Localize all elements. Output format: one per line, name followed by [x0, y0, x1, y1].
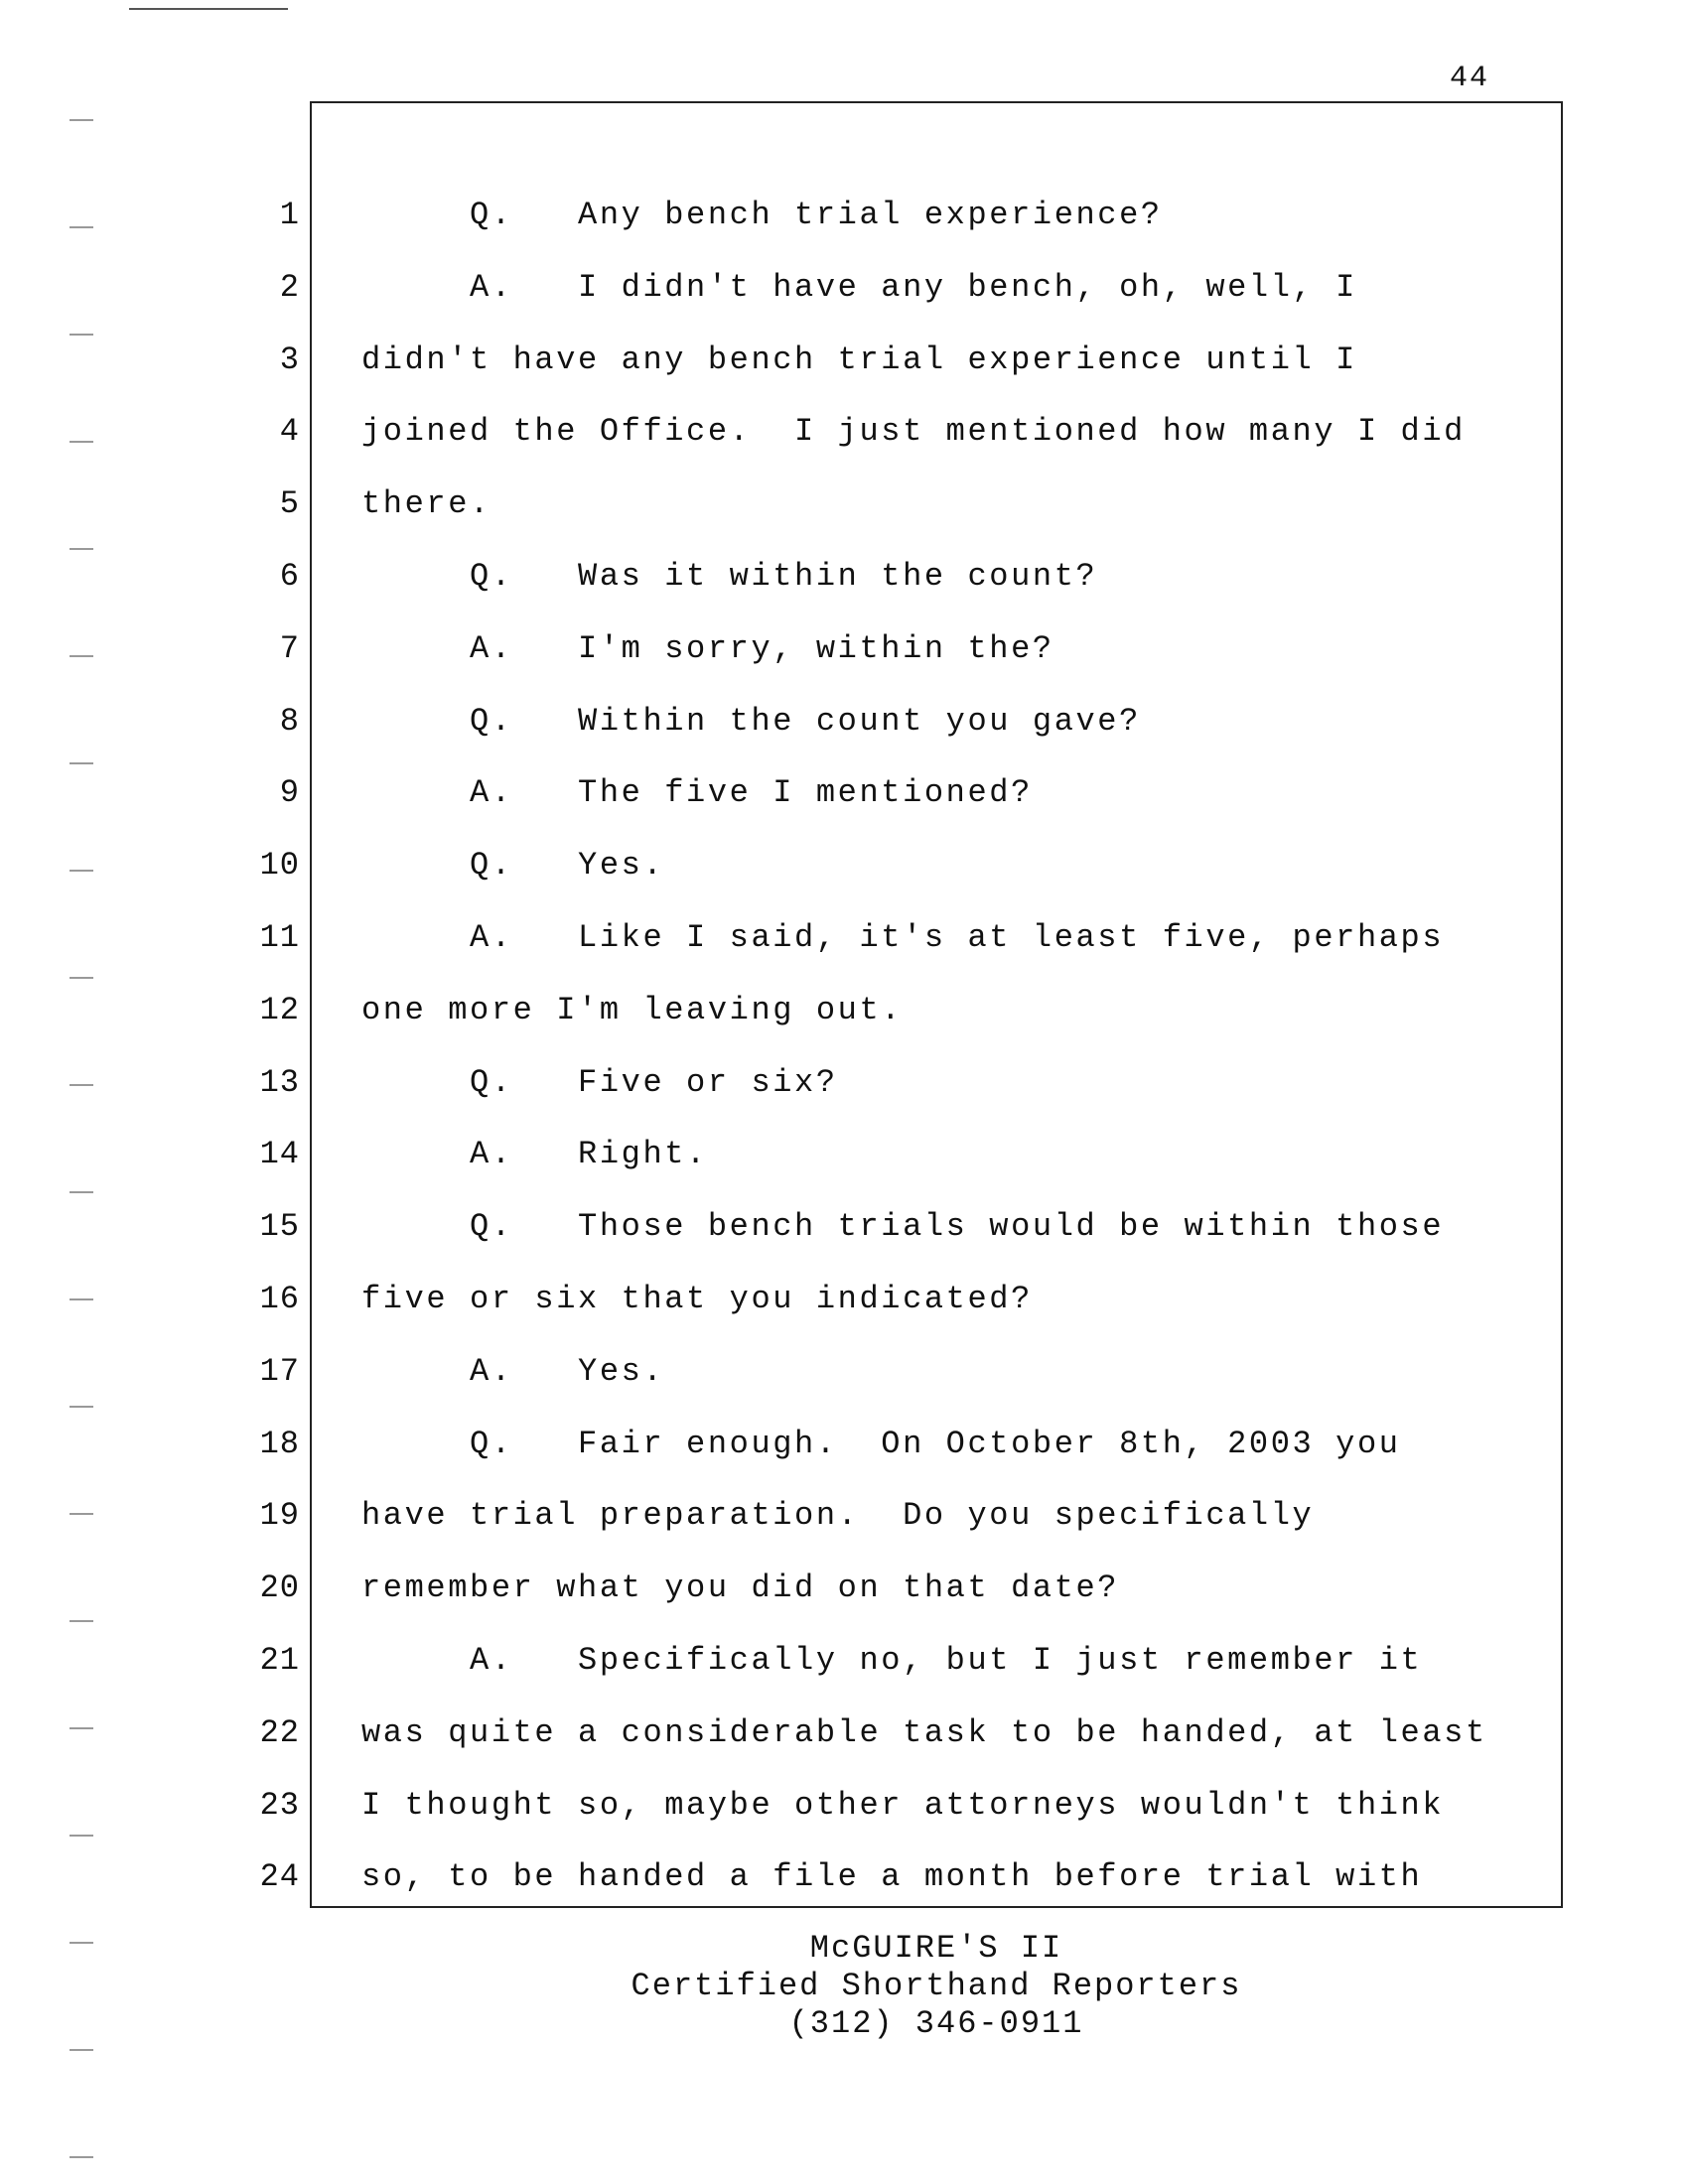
margin-mark	[70, 1406, 93, 1408]
line-text: Q. Yes.	[361, 847, 665, 884]
line-number: 24	[259, 1858, 300, 1895]
margin-mark	[70, 977, 93, 979]
line-text: Q. Those bench trials would be within those	[361, 1208, 1445, 1245]
line-number: 16	[259, 1281, 300, 1317]
line-number: 10	[259, 847, 300, 884]
line-text: Q. Within the count you gave?	[361, 703, 1141, 740]
line-text: I thought so, maybe other attorneys wouldn't think	[361, 1787, 1445, 1824]
footer-phone: (312) 346-0911	[788, 2005, 1084, 2042]
page-number: 44	[1450, 62, 1490, 95]
line-number: 3	[279, 341, 300, 378]
line-number: 5	[279, 485, 300, 522]
line-text: joined the Office. I just mentioned how many I did	[361, 413, 1466, 450]
margin-mark	[70, 1835, 93, 1837]
line-number: 1	[279, 197, 300, 233]
margin-mark	[70, 548, 93, 550]
line-text: A. I didn't have any bench, oh, well, I	[361, 269, 1357, 306]
line-text: Q. Any bench trial experience?	[361, 197, 1163, 233]
line-number: 22	[259, 1714, 300, 1751]
line-text: A. The five I mentioned?	[361, 774, 1033, 811]
margin-mark	[70, 2049, 93, 2051]
margin-mark	[70, 1942, 93, 1944]
margin-mark	[70, 441, 93, 443]
line-text: so, to be handed a file a month before trial with	[361, 1858, 1423, 1895]
line-text: Q. Five or six?	[361, 1064, 838, 1101]
line-number: 12	[259, 992, 300, 1028]
margin-mark	[70, 1620, 93, 1622]
line-text: A. I'm sorry, within the?	[361, 630, 1054, 667]
line-number: 20	[259, 1570, 300, 1606]
margin-mark	[70, 334, 93, 336]
line-text: A. Right.	[361, 1136, 708, 1172]
margin-mark	[70, 762, 93, 764]
line-number: 11	[259, 919, 300, 956]
margin-mark	[70, 1298, 93, 1300]
margin-mark	[70, 226, 93, 228]
line-number: 2	[279, 269, 300, 306]
footer-reporter-title: Certified Shorthand Reporters	[631, 1968, 1242, 2004]
line-text: was quite a considerable task to be handed, at least	[361, 1714, 1487, 1751]
line-number: 19	[259, 1497, 300, 1534]
margin-mark	[70, 2156, 93, 2158]
line-number: 13	[259, 1064, 300, 1101]
line-number: 15	[259, 1208, 300, 1245]
line-text: five or six that you indicated?	[361, 1281, 1033, 1317]
line-text: Q. Was it within the count?	[361, 558, 1098, 595]
footer-reporter-name: McGUIRE'S II	[809, 1930, 1063, 1967]
margin-mark	[70, 1191, 93, 1193]
line-number: 6	[279, 558, 300, 595]
line-number: 7	[279, 630, 300, 667]
margin-mark	[70, 1084, 93, 1086]
line-number: 9	[279, 774, 300, 811]
line-text: didn't have any bench trial experience until I	[361, 341, 1357, 378]
line-text: there.	[361, 485, 491, 522]
line-text: have trial preparation. Do you specifically	[361, 1497, 1315, 1534]
line-text: one more I'm leaving out.	[361, 992, 904, 1028]
line-text: A. Like I said, it's at least five, perhaps	[361, 919, 1445, 956]
margin-mark	[70, 1513, 93, 1515]
line-number: 18	[259, 1426, 300, 1462]
line-text: remember what you did on that date?	[361, 1570, 1120, 1606]
line-number: 23	[259, 1787, 300, 1824]
line-number: 4	[279, 413, 300, 450]
top-rule	[129, 8, 288, 10]
line-number: 14	[259, 1136, 300, 1172]
line-text: Q. Fair enough. On October 8th, 2003 you	[361, 1426, 1401, 1462]
margin-mark	[70, 119, 93, 121]
line-number: 17	[259, 1353, 300, 1390]
line-number: 21	[259, 1642, 300, 1679]
margin-mark	[70, 1727, 93, 1729]
line-text: A. Yes.	[361, 1353, 665, 1390]
line-text: A. Specifically no, but I just remember it	[361, 1642, 1423, 1679]
line-number: 8	[279, 703, 300, 740]
margin-mark	[70, 870, 93, 872]
margin-mark	[70, 655, 93, 657]
